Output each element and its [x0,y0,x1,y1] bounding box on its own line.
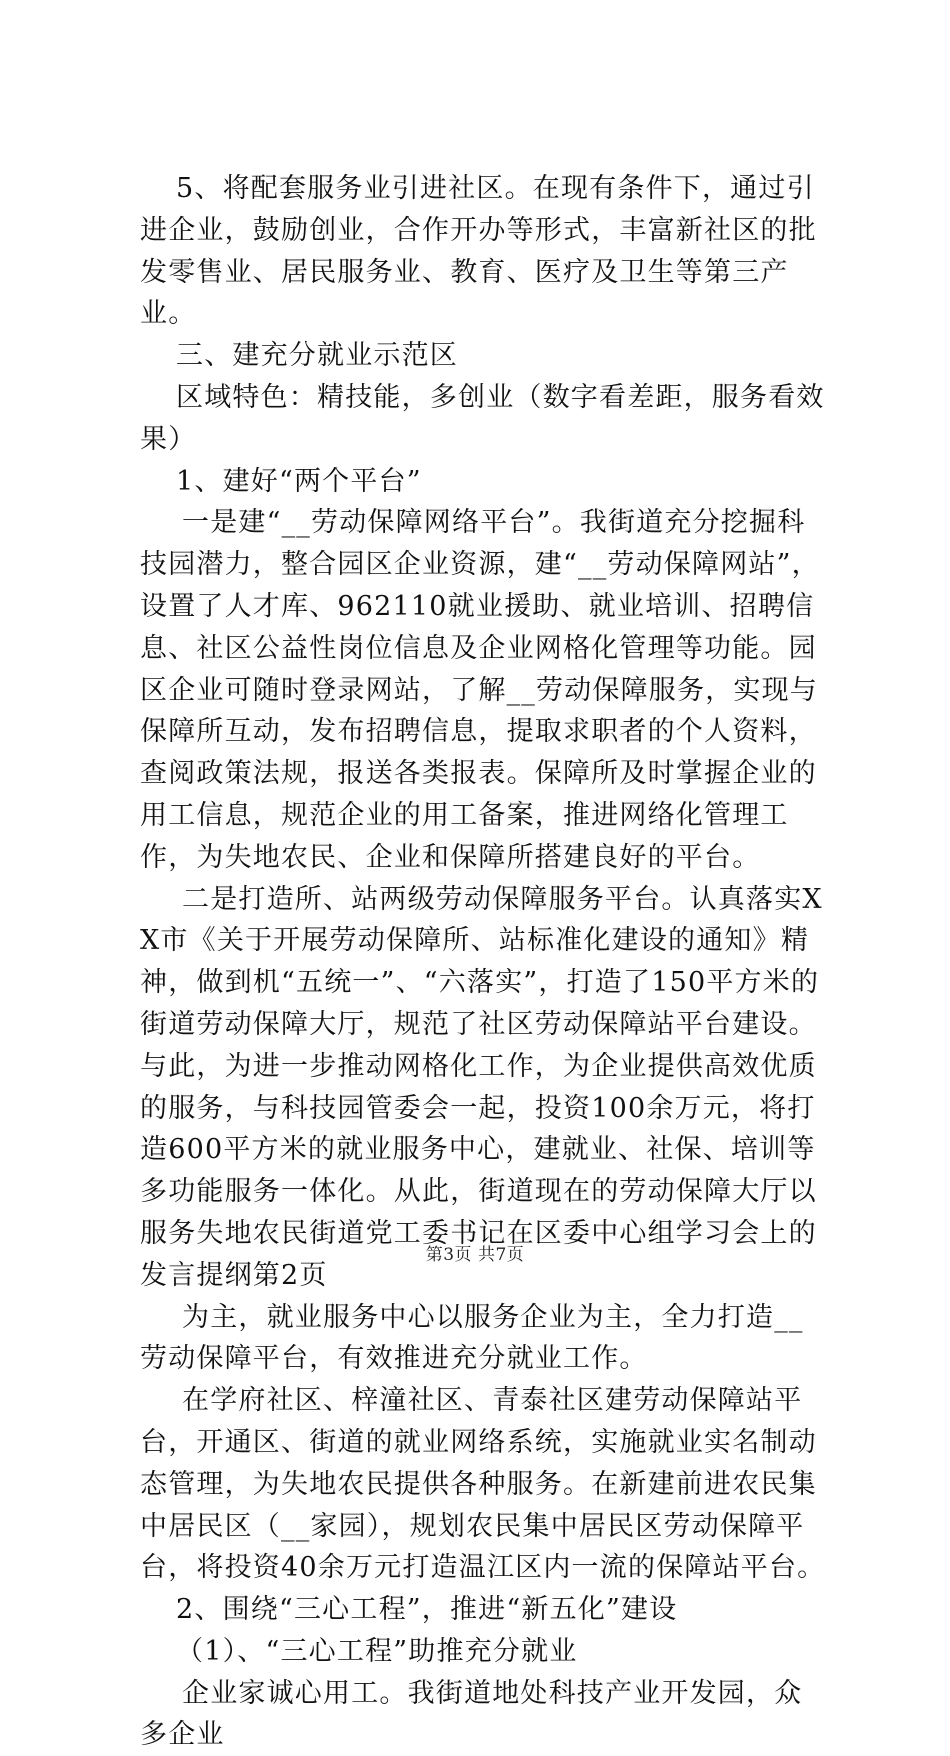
subheading-three-heart-project: 2、围绕“三心工程”，推进“新五化”建设 [176,1594,678,1626]
document-body [140,168,830,1756]
paragraph-regional-feature: 区域特色：精技能，多创业（数字看差距，服务看效果） [140,381,825,455]
subheading-two-platforms: 1、建好“两个平台” [176,465,422,497]
paragraph-service-industry: 5、将配套服务业引进社区。在现有条件下，通过引进企业，鼓励创业，合作开办等形式，丰富新社区的批发零售业、居民服务业、教育、医疗及卫生等第三产业。 [140,173,817,330]
subheading-full-employment: （1）、“三心工程”助推充分就业 [176,1635,578,1667]
paragraph-community-stations: 在学府社区、梓潼社区、青泰社区建劳动保障站平台，开通区、街道的就业网络系统，实施就业实名制动态管理，为失地农民提供各种服务。在新建前进农民集中居民区（__家园），规划农民集中居民区劳动保障平台，将投资40余万元打造温江区内一流的保障站平台。 [140,1385,826,1584]
page-footer: 第3页 共7页 [425,1245,525,1265]
section-heading-employment-zone: 三、建充分就业示范区 [176,340,458,372]
paragraph-service-center: 为主，就业服务中心以服务企业为主，全力打造__劳动保障平台，有效推进充分就业工作。 [140,1301,804,1375]
paragraph-network-platform: 一是建“__劳动保障网络平台”。我街道充分挖掘科技园潜力，整合园区企业资源，建“__劳动保障网站”，设置了人才库、962110就业援助、就业培训、招聘信息、社区公益性岗位信息及企业网格化管理等功能。园区企业可随时登录网站，了解__劳动保障服务，实现与保障所互动，发布招聘信息，提取求职者的个人资料，查阅政策法规，报送各类报表。保障所及时掌握企业的用工信息，规范企业的用工备案，推进网络化管理工作，为失地农民、企业和保障所搭建良好的平台。 [140,507,820,873]
paragraph-service-platform: 二是打造所、站两级劳动保障服务平台。认真落实XX市《关于开展劳动保障所、站标准化建设的通知》精神，做到机“五统一”、“六落实”，打造了150平方米的街道劳动保障大厅，规范了社区劳动保障站平台建设。与此，为进一步推动网格化工作，为企业提供高效优质的服务，与科技园管委会一起，投资100余万元，将打造600平方米的就业服务中心，建就业、社保、培训等多功能服务一体化。从此，街道现在的劳动保障大厅以服务失地农民街道党工委书记在区委中心组学习会上的发言提纲第2页 [140,883,823,1291]
paragraph-entrepreneurs: 企业家诚心用工。我街道地处科技产业开发园，众多企业 [140,1677,803,1751]
